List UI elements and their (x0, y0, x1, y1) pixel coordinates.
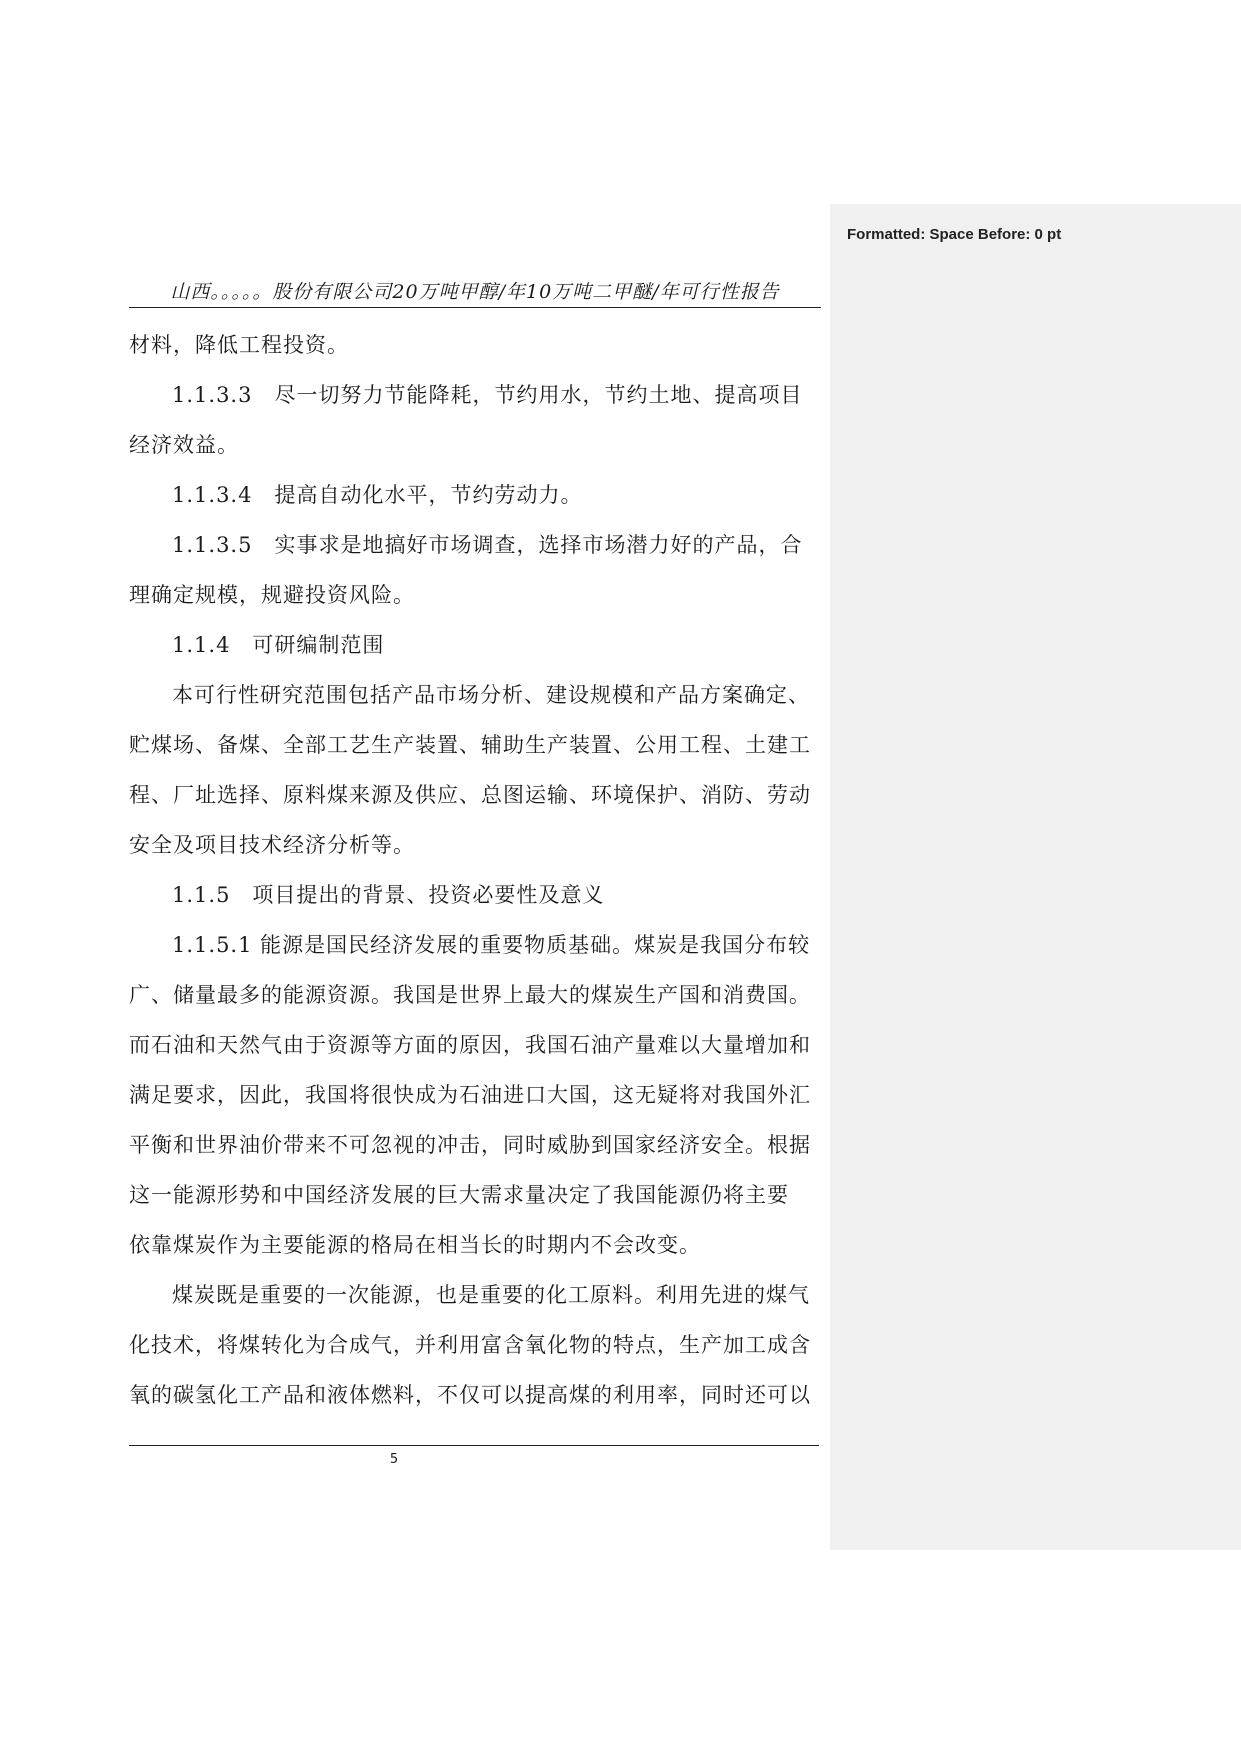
running-header: 山西。。。。。股份有限公司20万吨甲醇/年10万吨二甲醚/年可行性报告 (170, 281, 780, 303)
footer-rule (129, 1445, 819, 1446)
text-line: 1.1.4 可研编制范围 (172, 633, 385, 657)
page-number: 5 (389, 1452, 399, 1467)
text-line: 1.1.5 项目提出的背景、投资必要性及意义 (172, 883, 605, 907)
text-line: 煤炭既是重要的一次能源，也是重要的化工原料。利用先进的煤气 (172, 1283, 810, 1307)
text-line: 而石油和天然气由于资源等方面的原因，我国石油产量难以大量增加和 (129, 1033, 811, 1057)
text-line: 1.1.3.3 尽一切努力节能降耗，节约用水，节约土地、提高项目 (172, 383, 803, 407)
text-line: 1.1.3.5 实事求是地搞好市场调查，选择市场潜力好的产品，合 (172, 533, 803, 557)
text-line: 1.1.3.4 提高自动化水平，节约劳动力。 (172, 483, 583, 507)
text-line: 依靠煤炭作为主要能源的格局在相当长的时期内不会改变。 (129, 1233, 701, 1257)
text-line: 氧的碳氢化工产品和液体燃料，不仅可以提高煤的利用率，同时还可以 (129, 1383, 811, 1407)
comment-pane (830, 204, 1241, 1550)
text-line: 化技术，将煤转化为合成气，并利用富含氧化物的特点，生产加工成含 (129, 1333, 811, 1357)
text-line: 程、厂址选择、原料煤来源及供应、总图运输、环境保护、消防、劳动 (129, 783, 811, 807)
text-line: 理确定规模，规避投资风险。 (129, 583, 415, 607)
header-rule (129, 307, 821, 308)
text-line: 满足要求，因此，我国将很快成为石油进口大国，这无疑将对我国外汇 (129, 1083, 811, 1107)
text-line: 贮煤场、备煤、全部工艺生产装置、辅助生产装置、公用工程、土建工 (129, 733, 811, 757)
text-line: 这一能源形势和中国经济发展的巨大需求量决定了我国能源仍将主要 (129, 1183, 789, 1207)
text-line: 广、储量最多的能源资源。我国是世界上最大的煤炭生产国和消费国。 (129, 983, 811, 1007)
text-line: 安全及项目技术经济分析等。 (129, 833, 415, 857)
text-line: 1.1.5.1 能源是国民经济发展的重要物质基础。煤炭是我国分布较 (172, 933, 811, 957)
text-line: 平衡和世界油价带来不可忽视的冲击，同时威胁到国家经济安全。根据 (129, 1133, 811, 1157)
text-line: 材料，降低工程投资。 (129, 333, 349, 357)
text-line: 本可行性研究范围包括产品市场分析、建设规模和产品方案确定、 (172, 683, 810, 707)
text-line: 经济效益。 (129, 433, 239, 457)
comment-balloon-text: Formatted: Space Before: 0 pt (847, 226, 1062, 243)
body-text[interactable] (129, 320, 819, 1420)
